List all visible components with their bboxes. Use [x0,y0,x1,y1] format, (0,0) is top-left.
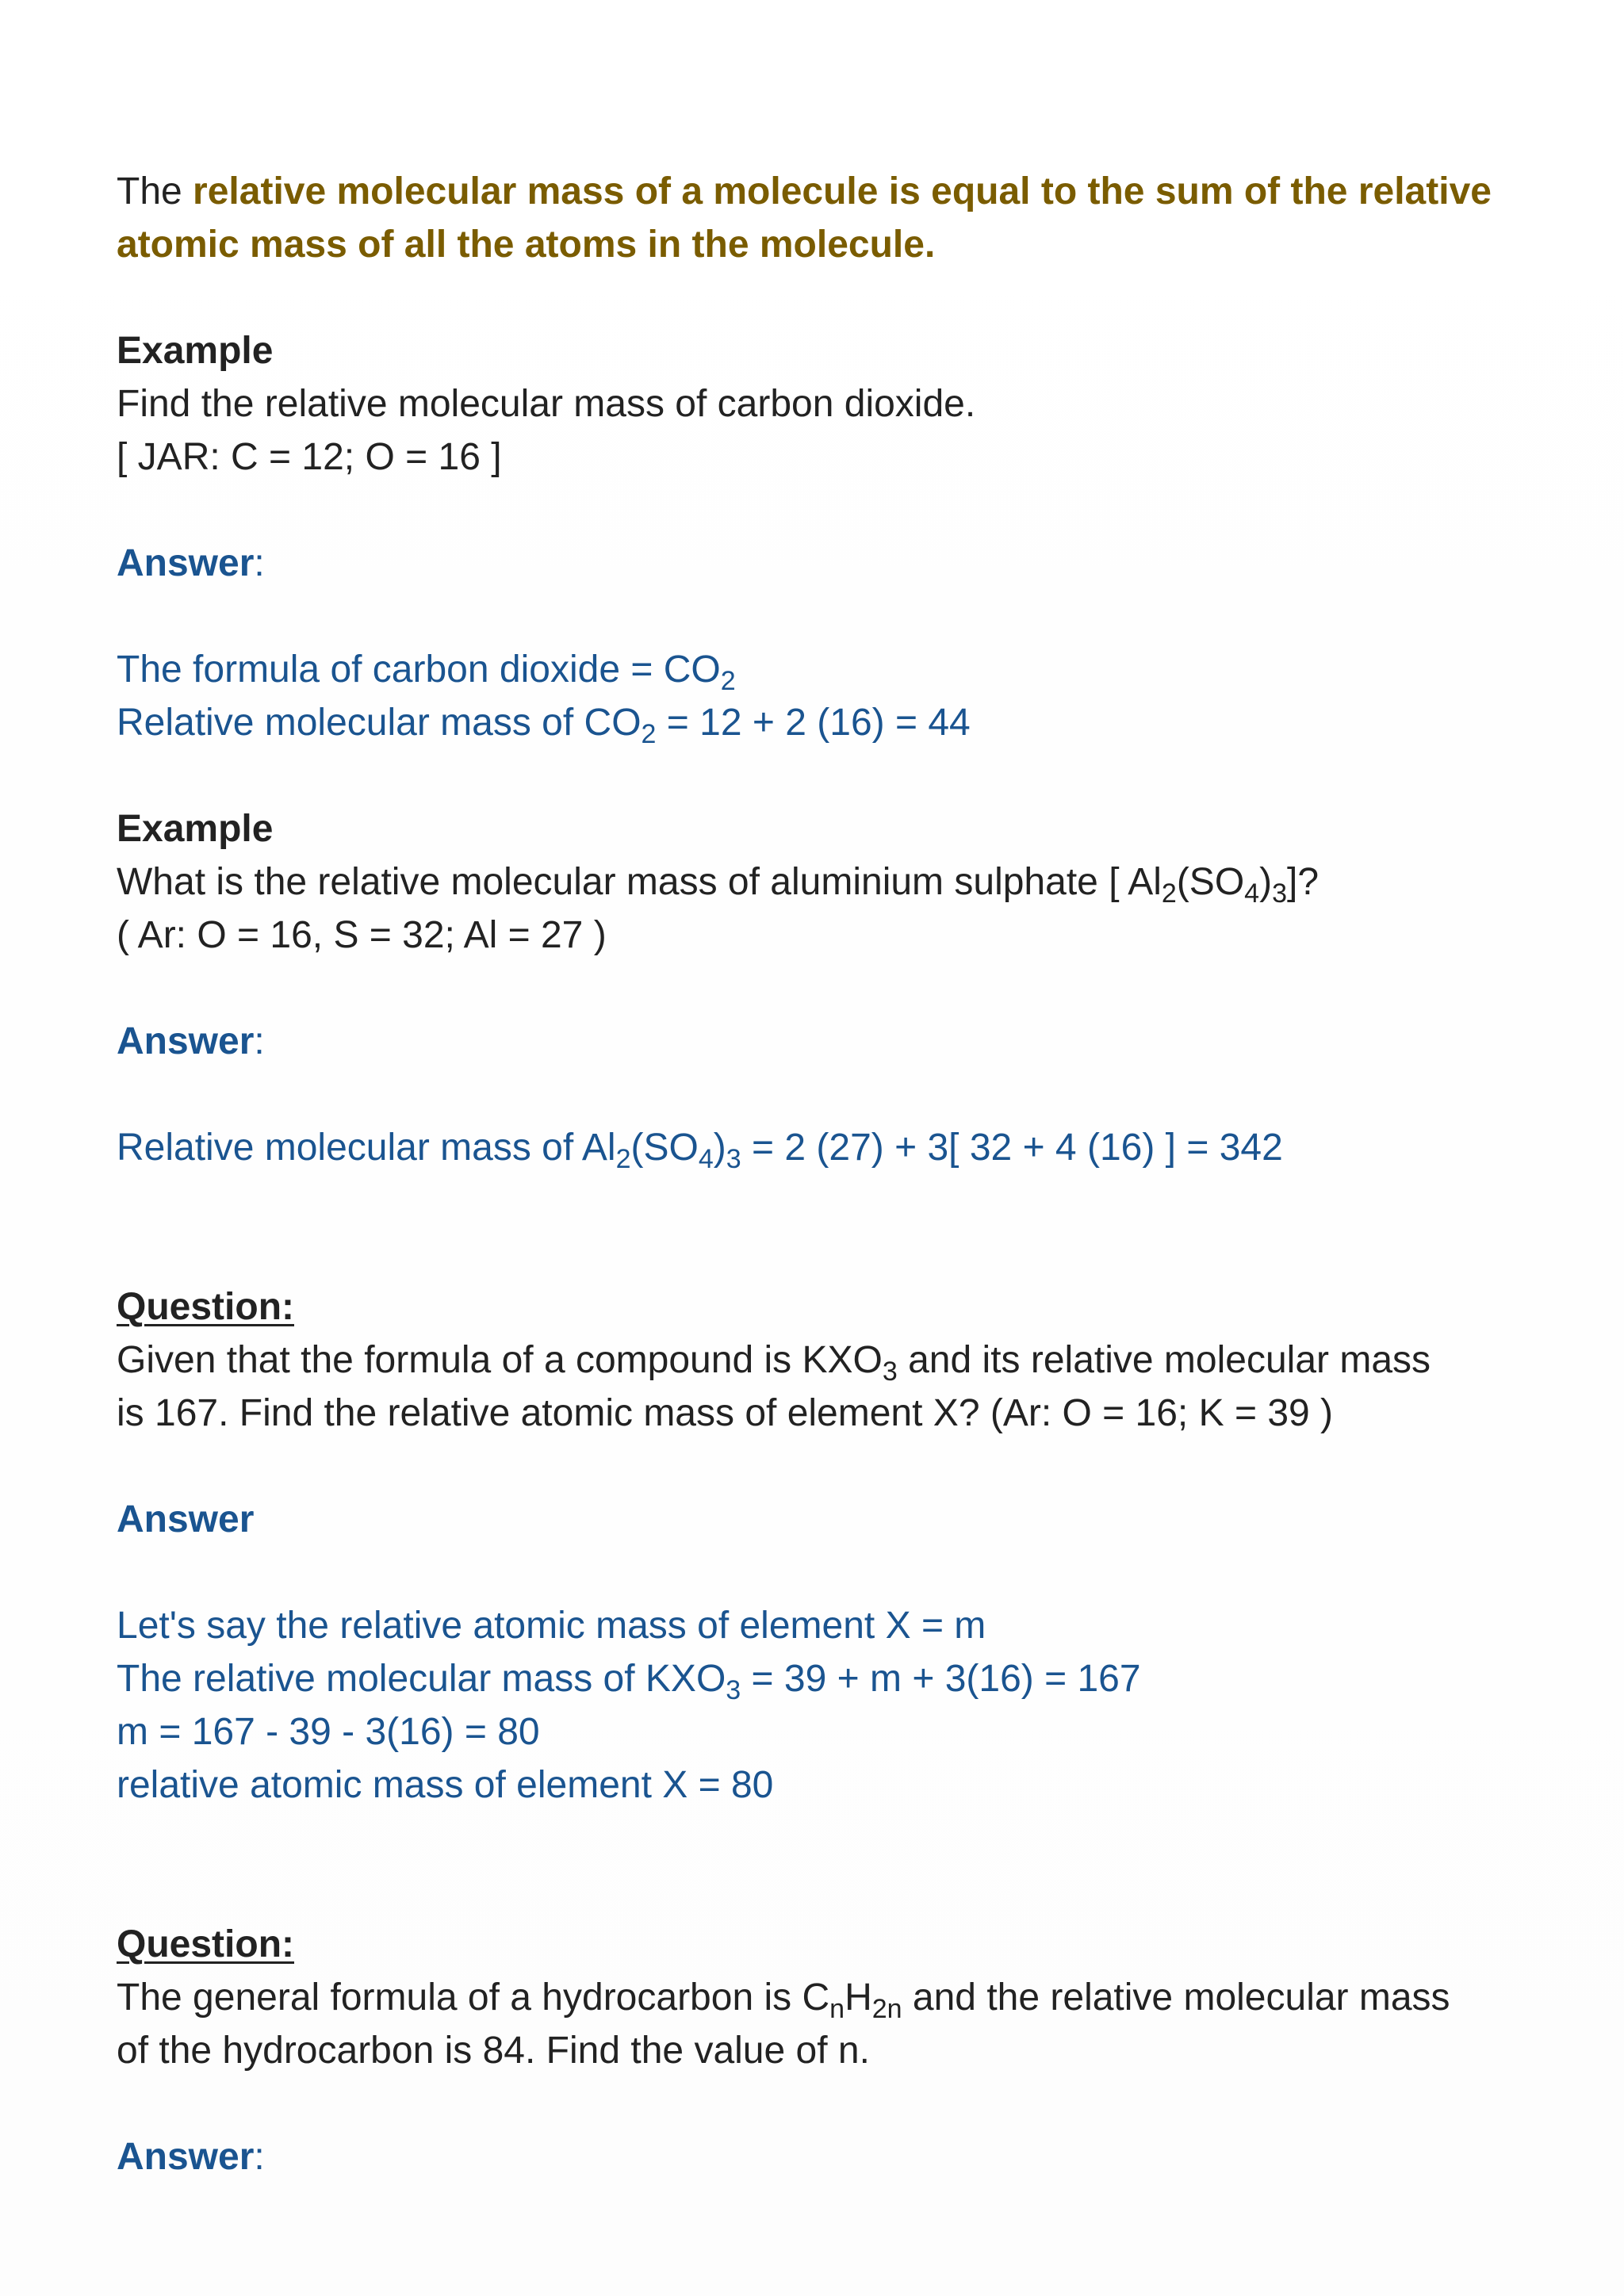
answer-text: = 2 (27) + 3[ 32 + 4 (16) ] = 342 [741,1127,1283,1169]
subscript: 3 [726,1675,741,1705]
question-text-line: is 167. Find the relative atomic mass of element X? (Ar: O = 16; K = 39 ) [117,1392,1334,1434]
answer-text: (SO [630,1127,699,1169]
example-question: Find the relative molecular mass of carbon dioxide. [117,383,976,425]
subscript: 2 [615,1144,631,1174]
question-text-line [117,1971,1528,2024]
page-content [117,165,1528,2183]
subscript: 2 [1161,878,1177,909]
subscript: 2 [720,666,736,696]
answer-colon: : [254,542,265,584]
answer-line: Let's say the relative atomic mass of element X = m [117,1605,986,1647]
subscript: 3 [1272,878,1287,909]
question-text: What is the relative molecular mass of aluminium sulphate [ Al [117,861,1162,903]
answer-label: Answer [117,2136,255,2178]
question-text: and its relative molecular mass [897,1339,1431,1381]
subscript: 4 [698,1144,714,1174]
question-text: ) [1259,861,1273,903]
subscript: 4 [1244,878,1260,909]
question-text-line: of the hydrocarbon is 84. Find the value of n. [117,2030,870,2072]
answer-line: relative atomic mass of element X = 80 [117,1764,774,1806]
example-data: [ JAR: C = 12; O = 16 ] [117,436,502,478]
example-heading: Example [117,330,274,372]
answer-colon: : [254,1020,265,1062]
example-question [117,855,1528,909]
answer-line: m = 167 - 39 - 3(16) = 80 [117,1711,540,1753]
definition-lead: The [117,170,193,212]
subscript: 3 [882,1357,898,1387]
question-text: Given that the formula of a compound is KXO [117,1339,883,1381]
definition-paragraph-cont [117,218,1528,271]
answer-line [117,1121,1528,1174]
answer-text: The formula of carbon dioxide = CO [117,649,721,691]
answer-line [117,643,1528,696]
subscript: n [829,1994,845,2024]
question-text: H [845,1976,872,2019]
question-text: (SO [1176,861,1245,903]
answer-colon: : [254,2136,265,2178]
question-text-line [117,1334,1528,1387]
answer-heading [117,2130,1528,2183]
answer-heading [117,537,1528,590]
answer-heading [117,1493,1528,1546]
definition-paragraph [117,165,1528,218]
definition-text-line1: relative molecular mass of a molecule is equal to the sum of the relative [193,170,1492,212]
question-heading: Question: [117,1286,294,1328]
question-text: ]? [1286,861,1320,903]
answer-heading [117,1015,1528,1068]
answer-text: The relative molecular mass of KXO [117,1658,726,1700]
definition-text-line2: atomic mass of all the atoms in the molecule. [117,224,936,266]
subscript: 2 [641,719,657,749]
answer-line [117,696,1528,749]
answer-text: = 12 + 2 (16) = 44 [656,702,971,744]
question-heading: Question: [117,1923,294,1965]
answer-text: = 39 + m + 3(16) = 167 [741,1658,1141,1700]
answer-label: Answer [117,1498,255,1540]
answer-label: Answer [117,542,255,584]
answer-text: ) [713,1127,726,1169]
answer-text: Relative molecular mass of CO [117,702,642,744]
answer-label: Answer [117,1020,255,1062]
subscript: 3 [726,1144,741,1174]
question-text: The general formula of a hydrocarbon is C [117,1976,830,2019]
example-data: ( Ar: O = 16, S = 32; Al = 27 ) [117,914,607,956]
example-heading: Example [117,808,274,850]
answer-text: Relative molecular mass of Al [117,1127,616,1169]
answer-line [117,1652,1528,1705]
subscript: 2n [871,1994,902,2024]
question-text: and the relative molecular mass [902,1976,1450,2019]
